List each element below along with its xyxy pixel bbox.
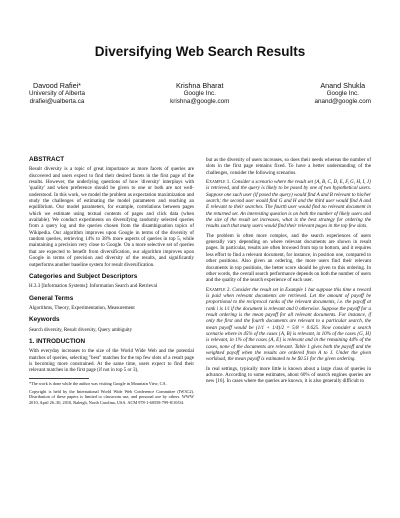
categories-heading: Categories and Subject Descriptors [29, 272, 138, 280]
right-paragraph-3: In real settings, typically more little is known about a large class of queries in advance. According to some estimates, about 60% of search engines queries are new [16]. In cases where the queries are known, it is also generally difficult to [206, 365, 371, 385]
author-2 [170, 81, 229, 106]
author-name: Anand Shukla [320, 81, 366, 90]
categories-text: H.3.3 [Information Systems]: Information Search and Retrieval [29, 283, 158, 290]
author-email: krishna@google.com [170, 98, 230, 105]
example-2 [206, 287, 371, 363]
abstract-heading: ABSTRACT [29, 156, 65, 163]
general-terms-text: Algorithms, Theory, Experimentation, Measurement [29, 304, 135, 311]
keywords-heading: Keywords [29, 316, 60, 324]
author-affiliation: Google Inc. [183, 90, 216, 97]
example-1-text: Consider a scenario where the result set {A, B, C, D, E, F, G, H, I, J} is retrieved, and the query is likely to be posed by one of two hypothetical users. Suppose one such user (if posed the query) would find A and B relevant to his/her search; the second user would find G and H and the third user would find A and E relevant to their searches. The fourth user would find no relevant document in the returned set. An interesting question is on both the number of likely users and the size of the result set increases, what is the best strategy for ordering the results such that many users would find their relevant pages in the top few slots. [206, 179, 371, 230]
right-intro-text: but as the diversity of users increases, so does their needs whereas the number of slots in the first page remains fixed. To have a better understanding of the challenges, consider the following scenarios. [206, 157, 371, 176]
example-1-label: Example 1. [206, 179, 231, 186]
example-2-text: Consider the result set in Example 1 but suppose this time a reward is paid when relevant documents are retrieved. Let the amount of payoff be proportional to the reciprocal ranks of the relevant documents, i.e. the payoff at rank i is 1/i if the document is relevant and 0 otherwise. Suppose the payoff for a result ordering is the mean payoff for all relevant documents. For instance, if only the first and the fourth documents are relevant to a particular search, the mean payoff would be (1/1 + 1/4)/2 = 5/8 = 0.625. Now consider a search scenario where in 45% of the cases {A, B} is relevant, in 10% of the cases {G, H} is relevant, in 1% of the cases {A, E} is relevant and in the remaining 44% of the cases, none of the documents are relevant. Table 1 gives both the payoff and the weighted payoff when the results are ordered from A to J. Under the given workload, the mean payoff is estimated to be $0.51 for the given ordering. [206, 286, 371, 363]
right-paragraph-2: The problem is often more complex, and the search experiences of users generally vary depending on where relevant documents are shown in result pages. In particular, results are often browsed from top to bottom, and it requires less effort to find a relevant document, for instance, in position one, compared to other positions. Also given an ordering, the more users find their relevant documents in top positions, the better score should be given to this ordering. In other words, the overall search performance depends on both the number of users and the quality of the search experience of each user. [206, 232, 371, 284]
example-2-label: Example 2. [206, 286, 231, 293]
author-3 [315, 81, 371, 106]
author-name: Davood Rafiei* [33, 81, 81, 90]
footnote-rule [29, 378, 89, 379]
introduction-text: With everyday increases to the size of the World Wide Web and the potential matches of queries, selecting "best" matches for the top few slots of a result page is becoming more constrained. At the same time, users expect to find their relevant matches in the first page (if not in top 5 or 3), [29, 348, 194, 374]
author-block [29, 81, 371, 106]
footnote: *The work is done while the author was visiting Google in Mountain View, CA. [29, 380, 167, 386]
author-affiliation: University of Alberta [29, 90, 85, 97]
author-name: Krishna Bharat [175, 81, 224, 90]
keywords-text: Search diversity, Result diversity, Query ambiguity [29, 326, 133, 333]
author-affiliation: Google Inc. [326, 90, 359, 97]
author-1 [29, 81, 85, 106]
paper-title: Diversifying Web Search Results [94, 44, 306, 59]
author-email: drafiei@ualberta.ca [29, 98, 85, 105]
right-column [206, 157, 371, 388]
example-1 [206, 179, 371, 230]
copyright-notice: Copyright is held by the International World Wide Web Conference Committee (IW3C2). Distribution of these papers is limited to classroom use, and personal use by others. WWW 2010, April 26–30, 2010, Raleigh, North Carolina, USA. ACM 978-1-60558-799-8/10/04. [29, 388, 194, 405]
author-email: anand@google.com [314, 98, 371, 105]
introduction-heading: 1. INTRODUCTION [29, 337, 86, 345]
general-terms-heading: General Terms [29, 294, 74, 302]
left-column [29, 157, 194, 408]
abstract-text: Result diversity is a topic of great importance as more facets of queries are discovered and users expect to find their desired facets in the first page of the results. However, the underlying questions of how 'diversity' interplays with 'quality' and when preference should be given to one or both are not well-understood. In this work, we model the problem as expectation maximization and study the challenges of estimating the model parameters and reaching an equilibrium. Our model parameters, for example, correlations between pages which we estimate using textual contents of pages and click data (when available). We conduct experiments on diversifying randomly selected queries from a query log and the queries chosen from the disambiguation topics of Wikipedia. Our algorithm improves upon Google in terms of the diversity of random queries, retrieving 14% to 38% more aspects of queries in top 5, while maintaining a precision very close to Google. On a more selective set of queries that are expected to benefit from diversification, our algorithm improves upon Google in terms of precision and diversity of the results, and significantly outperforms another baseline system for result diversification. [29, 166, 194, 268]
